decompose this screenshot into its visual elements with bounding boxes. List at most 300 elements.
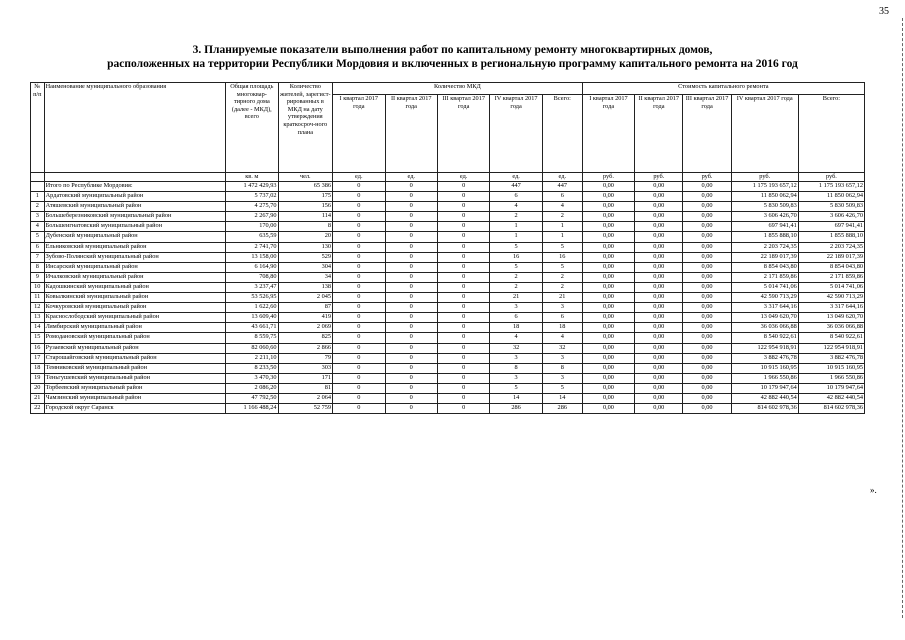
cost-total: 3 606 426,70 xyxy=(798,212,864,222)
table-body xyxy=(31,182,865,414)
row-number: 16 xyxy=(31,343,45,353)
count-q1: 0 xyxy=(333,353,385,363)
cost-total: 42 882 440,54 xyxy=(798,393,864,403)
cost-q3: 0,00 xyxy=(683,343,731,353)
count-q1: 0 xyxy=(333,363,385,373)
cost-q4: 42 590 713,29 xyxy=(731,293,798,303)
table-row xyxy=(31,242,865,252)
row-number: 20 xyxy=(31,383,45,393)
municipality-name: Ельниковский муниципальный район xyxy=(44,242,225,252)
cost-q4: 8 540 922,61 xyxy=(731,333,798,343)
cost-q2: 0,00 xyxy=(635,303,683,313)
header-count-total: Всего: xyxy=(542,95,582,173)
unit-cell: чел. xyxy=(278,173,333,182)
municipality-name: Зубово-Полянский муниципальный район xyxy=(44,252,225,262)
count-q2: 0 xyxy=(385,363,437,373)
cost-q4: 814 602 978,36 xyxy=(731,404,798,414)
cost-q2: 0,00 xyxy=(635,202,683,212)
count-total: 21 xyxy=(542,293,582,303)
header-cost-q2: II квартал 2017 года xyxy=(635,95,683,173)
count-q2: 0 xyxy=(385,293,437,303)
header-mkd-count: Количество МКД xyxy=(333,83,583,95)
table-row xyxy=(31,404,865,414)
cost-q4: 10 179 947,64 xyxy=(731,383,798,393)
row-number: 7 xyxy=(31,252,45,262)
area-cell: 170,00 xyxy=(226,222,278,232)
count-q2: 0 xyxy=(385,343,437,353)
count-q3: 0 xyxy=(437,262,489,272)
count-q4: 3 xyxy=(490,303,542,313)
repair-plan-table xyxy=(30,82,865,414)
cost-q2: 0,00 xyxy=(635,212,683,222)
cost-q4: 2 203 724,35 xyxy=(731,242,798,252)
count-q1: 0 xyxy=(333,222,385,232)
municipality-name: Кадошкинский муниципальный район xyxy=(44,282,225,292)
header-count-q1: I квартал 2017 года xyxy=(333,95,385,173)
table-row xyxy=(31,373,865,383)
residents-cell: 825 xyxy=(278,333,333,343)
header-count-q2: II квартал 2017 года xyxy=(385,95,437,173)
municipality-name: Краснослободский муниципальный район xyxy=(44,313,225,323)
count-q4: 1 xyxy=(490,232,542,242)
count-total: 18 xyxy=(542,323,582,333)
cost-q2: 0,00 xyxy=(635,272,683,282)
count-q3: 0 xyxy=(437,373,489,383)
municipality-name: Инсарский муниципальный район xyxy=(44,262,225,272)
count-q1: 0 xyxy=(333,212,385,222)
count-total: 16 xyxy=(542,252,582,262)
cost-total: 42 590 713,29 xyxy=(798,293,864,303)
count-q2: 0 xyxy=(385,242,437,252)
cost-total: 2 171 859,86 xyxy=(798,272,864,282)
cost-total: 10 179 947,64 xyxy=(798,383,864,393)
unit-cell: ед. xyxy=(333,173,385,182)
cost-q3: 0,00 xyxy=(683,202,731,212)
count-q1: 0 xyxy=(333,393,385,403)
unit-cell: руб. xyxy=(635,173,683,182)
cost-q2: 0,00 xyxy=(635,182,683,192)
cost-total: 697 941,41 xyxy=(798,222,864,232)
count-total: 1 xyxy=(542,222,582,232)
cost-q3: 0,00 xyxy=(683,282,731,292)
count-q3: 0 xyxy=(437,293,489,303)
table-row xyxy=(31,363,865,373)
cost-q2: 0,00 xyxy=(635,323,683,333)
count-q2: 0 xyxy=(385,202,437,212)
count-q4: 5 xyxy=(490,262,542,272)
row-number: 3 xyxy=(31,212,45,222)
cost-q4: 11 850 062,94 xyxy=(731,192,798,202)
count-q2: 0 xyxy=(385,313,437,323)
table-row xyxy=(31,323,865,333)
unit-cell: руб. xyxy=(683,173,731,182)
table-row xyxy=(31,252,865,262)
area-cell: 2 211,10 xyxy=(226,353,278,363)
count-q1: 0 xyxy=(333,404,385,414)
municipality-name: Городской округ Саранск xyxy=(44,404,225,414)
residents-cell: 130 xyxy=(278,242,333,252)
header-repair-cost: Стоимость капитального ремонта xyxy=(582,83,864,95)
count-q1: 0 xyxy=(333,313,385,323)
residents-cell: 81 xyxy=(278,383,333,393)
residents-cell: 20 xyxy=(278,232,333,242)
cost-total: 8 540 922,61 xyxy=(798,333,864,343)
row-number: 12 xyxy=(31,303,45,313)
count-q3: 0 xyxy=(437,303,489,313)
cost-q1: 0,00 xyxy=(582,232,634,242)
cost-q2: 0,00 xyxy=(635,333,683,343)
cost-q4: 36 036 066,88 xyxy=(731,323,798,333)
count-total: 5 xyxy=(542,383,582,393)
cost-q1: 0,00 xyxy=(582,323,634,333)
municipality-name: Чамзинский муниципальный район xyxy=(44,393,225,403)
count-q2: 0 xyxy=(385,182,437,192)
count-total: 8 xyxy=(542,363,582,373)
cost-total: 5 830 509,83 xyxy=(798,202,864,212)
count-q2: 0 xyxy=(385,222,437,232)
cost-q3: 0,00 xyxy=(683,373,731,383)
count-q4: 4 xyxy=(490,202,542,212)
row-number: 17 xyxy=(31,353,45,363)
count-total: 3 xyxy=(542,303,582,313)
count-q3: 0 xyxy=(437,272,489,282)
cost-q3: 0,00 xyxy=(683,363,731,373)
count-q4: 32 xyxy=(490,343,542,353)
row-number: 15 xyxy=(31,333,45,343)
count-total: 4 xyxy=(542,202,582,212)
cost-q1: 0,00 xyxy=(582,293,634,303)
municipality-name: Ромодановский муниципальный район xyxy=(44,333,225,343)
count-q4: 16 xyxy=(490,252,542,262)
table-row xyxy=(31,313,865,323)
cost-q2: 0,00 xyxy=(635,404,683,414)
count-total: 447 xyxy=(542,182,582,192)
table-row xyxy=(31,202,865,212)
area-cell: 3 470,30 xyxy=(226,373,278,383)
count-q2: 0 xyxy=(385,192,437,202)
cost-q2: 0,00 xyxy=(635,343,683,353)
cost-q3: 0,00 xyxy=(683,272,731,282)
count-q3: 0 xyxy=(437,333,489,343)
count-q3: 0 xyxy=(437,313,489,323)
count-total: 6 xyxy=(542,313,582,323)
units-row xyxy=(31,173,865,182)
count-q4: 4 xyxy=(490,333,542,343)
cost-total: 3 882 476,78 xyxy=(798,353,864,363)
count-q3: 0 xyxy=(437,282,489,292)
area-cell: 3 237,47 xyxy=(226,282,278,292)
count-q4: 6 xyxy=(490,313,542,323)
area-cell: 1 622,60 xyxy=(226,303,278,313)
count-q3: 0 xyxy=(437,363,489,373)
cost-q1: 0,00 xyxy=(582,383,634,393)
row-number: 1 xyxy=(31,192,45,202)
residents-cell: 79 xyxy=(278,353,333,363)
count-q2: 0 xyxy=(385,393,437,403)
count-q1: 0 xyxy=(333,182,385,192)
count-q2: 0 xyxy=(385,323,437,333)
cost-q1: 0,00 xyxy=(582,363,634,373)
cost-q4: 3 882 476,78 xyxy=(731,353,798,363)
cost-total: 11 850 062,94 xyxy=(798,192,864,202)
residents-cell: 175 xyxy=(278,192,333,202)
count-total: 3 xyxy=(542,373,582,383)
unit-cell: руб. xyxy=(731,173,798,182)
municipality-name: Лямбирский муниципальный район xyxy=(44,323,225,333)
count-total: 5 xyxy=(542,242,582,252)
cost-q3: 0,00 xyxy=(683,313,731,323)
count-q4: 8 xyxy=(490,363,542,373)
count-q1: 0 xyxy=(333,303,385,313)
row-number: 22 xyxy=(31,404,45,414)
cost-total: 5 014 741,06 xyxy=(798,282,864,292)
title-line-1: 3. Планируемые показатели выполнения работ по капитальному ремонту многоквартирных домов, xyxy=(192,44,713,56)
area-cell: 635,59 xyxy=(226,232,278,242)
municipality-name: Большеигнатовский муниципальный район xyxy=(44,222,225,232)
cost-q4: 5 014 741,06 xyxy=(731,282,798,292)
unit-cell: руб. xyxy=(798,173,864,182)
row-number: 2 xyxy=(31,202,45,212)
header-count-q4: IV квартал 2017 года xyxy=(490,95,542,173)
row-number: 6 xyxy=(31,242,45,252)
header-cost-total: Всего: xyxy=(798,95,864,173)
count-q4: 447 xyxy=(490,182,542,192)
count-q1: 0 xyxy=(333,262,385,272)
residents-cell: 156 xyxy=(278,202,333,212)
municipality-name: Ардатовский муниципальный район xyxy=(44,192,225,202)
count-q3: 0 xyxy=(437,393,489,403)
cost-q3: 0,00 xyxy=(683,353,731,363)
unit-cell: ед. xyxy=(490,173,542,182)
area-cell: 4 275,70 xyxy=(226,202,278,212)
count-q3: 0 xyxy=(437,242,489,252)
count-q3: 0 xyxy=(437,212,489,222)
table-row xyxy=(31,343,865,353)
cost-q3: 0,00 xyxy=(683,303,731,313)
residents-cell: 2 866 xyxy=(278,343,333,353)
row-number: 18 xyxy=(31,363,45,373)
cost-q3: 0,00 xyxy=(683,333,731,343)
title-line-2: расположенных на территории Республики Мордовия и включенных в региональную программу капитального ремонта на 2016 год xyxy=(107,58,798,70)
municipality-name: Рузаевский муниципальный район xyxy=(44,343,225,353)
cost-q2: 0,00 xyxy=(635,242,683,252)
count-total: 2 xyxy=(542,282,582,292)
header-name: Наименование муниципального образования xyxy=(44,83,225,173)
count-q1: 0 xyxy=(333,373,385,383)
cost-q2: 0,00 xyxy=(635,313,683,323)
area-cell: 1 166 488,24 xyxy=(226,404,278,414)
municipality-name: Дубенский муниципальный район xyxy=(44,232,225,242)
count-q2: 0 xyxy=(385,373,437,383)
residents-cell: 419 xyxy=(278,313,333,323)
cost-q1: 0,00 xyxy=(582,272,634,282)
cost-total: 22 189 017,39 xyxy=(798,252,864,262)
cost-q1: 0,00 xyxy=(582,242,634,252)
residents-cell: 171 xyxy=(278,373,333,383)
cost-q4: 8 854 043,80 xyxy=(731,262,798,272)
count-q2: 0 xyxy=(385,404,437,414)
row-number: 21 xyxy=(31,393,45,403)
row-number: 10 xyxy=(31,282,45,292)
cost-q2: 0,00 xyxy=(635,192,683,202)
cost-total: 122 954 918,91 xyxy=(798,343,864,353)
cost-q3: 0,00 xyxy=(683,393,731,403)
count-q3: 0 xyxy=(437,182,489,192)
header-num: № п/п xyxy=(31,83,45,173)
table-row xyxy=(31,212,865,222)
cost-q3: 0,00 xyxy=(683,323,731,333)
cost-total: 8 854 043,80 xyxy=(798,262,864,272)
row-number: 5 xyxy=(31,232,45,242)
residents-cell: 2 045 xyxy=(278,293,333,303)
table-row xyxy=(31,393,865,403)
unit-cell: ед. xyxy=(542,173,582,182)
document-title xyxy=(0,43,905,71)
count-q2: 0 xyxy=(385,262,437,272)
cost-q4: 42 882 440,54 xyxy=(731,393,798,403)
table-row xyxy=(31,192,865,202)
cost-q4: 10 915 160,95 xyxy=(731,363,798,373)
area-cell: 6 164,90 xyxy=(226,262,278,272)
cost-q3: 0,00 xyxy=(683,222,731,232)
cost-total: 13 049 620,70 xyxy=(798,313,864,323)
cost-q1: 0,00 xyxy=(582,353,634,363)
header-count-q3: III квартал 2017 года xyxy=(437,95,489,173)
area-cell: 43 661,71 xyxy=(226,323,278,333)
cost-q4: 122 954 918,91 xyxy=(731,343,798,353)
cost-q1: 0,00 xyxy=(582,373,634,383)
cost-total: 2 203 724,35 xyxy=(798,242,864,252)
cost-q2: 0,00 xyxy=(635,222,683,232)
total-row xyxy=(31,182,865,192)
residents-cell: 65 386 xyxy=(278,182,333,192)
cost-q3: 0,00 xyxy=(683,404,731,414)
unit-cell: руб. xyxy=(582,173,634,182)
table-row xyxy=(31,383,865,393)
cost-q3: 0,00 xyxy=(683,212,731,222)
cost-q3: 0,00 xyxy=(683,252,731,262)
count-q3: 0 xyxy=(437,353,489,363)
count-q1: 0 xyxy=(333,202,385,212)
count-q4: 1 xyxy=(490,222,542,232)
cost-q1: 0,00 xyxy=(582,202,634,212)
table-row xyxy=(31,262,865,272)
count-q4: 21 xyxy=(490,293,542,303)
cost-q4: 13 049 620,70 xyxy=(731,313,798,323)
page-edge xyxy=(899,18,903,618)
count-q3: 0 xyxy=(437,232,489,242)
table-row xyxy=(31,232,865,242)
residents-cell: 34 xyxy=(278,272,333,282)
cost-total: 1 855 888,10 xyxy=(798,232,864,242)
row-number: 9 xyxy=(31,272,45,282)
row-number: 19 xyxy=(31,373,45,383)
cost-q2: 0,00 xyxy=(635,363,683,373)
cost-q1: 0,00 xyxy=(582,343,634,353)
cost-q1: 0,00 xyxy=(582,222,634,232)
page-number: 35 xyxy=(879,6,889,17)
municipality-name: Торбеевский муниципальный район xyxy=(44,383,225,393)
count-q3: 0 xyxy=(437,192,489,202)
table-row xyxy=(31,353,865,363)
count-q2: 0 xyxy=(385,282,437,292)
area-cell: 2 086,20 xyxy=(226,383,278,393)
header-area: Общая площадь многоквар-тирного дома (далее - МКД), всего xyxy=(226,83,278,173)
residents-cell: 2 069 xyxy=(278,323,333,333)
cost-q2: 0,00 xyxy=(635,252,683,262)
unit-cell: ед. xyxy=(437,173,489,182)
table-row xyxy=(31,303,865,313)
residents-cell: 529 xyxy=(278,252,333,262)
area-cell: 8 233,50 xyxy=(226,363,278,373)
table-row xyxy=(31,272,865,282)
unit-cell: ед. xyxy=(385,173,437,182)
area-cell: 5 737,02 xyxy=(226,192,278,202)
count-q1: 0 xyxy=(333,333,385,343)
residents-cell: 304 xyxy=(278,262,333,272)
area-cell: 82 060,60 xyxy=(226,343,278,353)
area-cell: 13 158,00 xyxy=(226,252,278,262)
cost-q2: 0,00 xyxy=(635,373,683,383)
cost-q4: 2 171 859,86 xyxy=(731,272,798,282)
count-q4: 2 xyxy=(490,212,542,222)
cost-q2: 0,00 xyxy=(635,293,683,303)
cost-q3: 0,00 xyxy=(683,242,731,252)
count-q1: 0 xyxy=(333,383,385,393)
count-total: 3 xyxy=(542,353,582,363)
cost-total: 10 915 160,95 xyxy=(798,363,864,373)
cost-q4: 5 830 509,83 xyxy=(731,202,798,212)
cost-q4: 697 941,41 xyxy=(731,222,798,232)
count-q2: 0 xyxy=(385,272,437,282)
header-cost-q1: I квартал 2017 года xyxy=(582,95,634,173)
count-q4: 286 xyxy=(490,404,542,414)
count-q3: 0 xyxy=(437,343,489,353)
count-q1: 0 xyxy=(333,323,385,333)
row-number: 4 xyxy=(31,222,45,232)
cost-q2: 0,00 xyxy=(635,282,683,292)
cost-q2: 0,00 xyxy=(635,353,683,363)
municipality-name: Старошайговский муниципальный район xyxy=(44,353,225,363)
cost-q2: 0,00 xyxy=(635,262,683,272)
cost-q2: 0,00 xyxy=(635,232,683,242)
count-q4: 5 xyxy=(490,242,542,252)
cost-q1: 0,00 xyxy=(582,282,634,292)
count-total: 6 xyxy=(542,192,582,202)
count-total: 5 xyxy=(542,262,582,272)
residents-cell: 87 xyxy=(278,303,333,313)
table-row xyxy=(31,222,865,232)
cost-q1: 0,00 xyxy=(582,393,634,403)
count-total: 2 xyxy=(542,272,582,282)
cost-q4: 1 175 193 657,12 xyxy=(731,182,798,192)
area-cell: 13 609,40 xyxy=(226,313,278,323)
header-cost-q3: III квартал 2017 года xyxy=(683,95,731,173)
count-q3: 0 xyxy=(437,202,489,212)
cost-q1: 0,00 xyxy=(582,313,634,323)
cost-q4: 3 606 426,70 xyxy=(731,212,798,222)
count-q3: 0 xyxy=(437,222,489,232)
count-q2: 0 xyxy=(385,232,437,242)
count-q3: 0 xyxy=(437,323,489,333)
count-q1: 0 xyxy=(333,232,385,242)
cost-q4: 1 855 888,10 xyxy=(731,232,798,242)
cost-q1: 0,00 xyxy=(582,262,634,272)
count-q4: 18 xyxy=(490,323,542,333)
cost-q2: 0,00 xyxy=(635,393,683,403)
count-q1: 0 xyxy=(333,343,385,353)
cost-q1: 0,00 xyxy=(582,404,634,414)
